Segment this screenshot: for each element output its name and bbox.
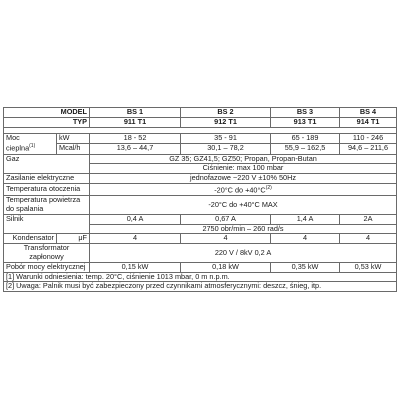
transformer-label: Transformator zapłonowy [4,244,90,263]
capacitor-bs4: 4 [340,234,397,244]
unit-kw: kW [57,133,90,144]
note-1: [1] Warunki odniesienia: temp. 20°C, ciśnienie 1013 mbar, 0 m n.p.m. [4,272,397,282]
gas-pressure: Ciśnienie: max 100 mbar [90,164,397,174]
motor-label: Silnik [4,214,90,234]
power-bs4: 0,53 kW [340,262,397,272]
model-bs4: BS 4 [340,108,397,118]
mcal-bs3: 55,9 – 162,5 [271,144,340,155]
mcal-bs2: 30,1 – 78,2 [181,144,271,155]
capacitor-label: Kondensator [4,234,57,244]
type-bs3: 913 T1 [271,117,340,127]
gas-label: Gaz [4,154,90,174]
model-label: MODEL [4,108,90,118]
type-label: TYP [4,117,90,127]
capacitor-row [4,234,397,244]
combustion-air-row [4,196,397,215]
power-bs1: 0,15 kW [90,262,181,272]
type-bs1: 911 T1 [90,117,181,127]
mcal-bs1: 13,6 – 44,7 [90,144,181,155]
kw-bs2: 35 - 91 [181,133,271,144]
spec-table [3,107,397,292]
motor-bs2: 0,67 A [181,214,271,224]
model-bs2: BS 2 [181,108,271,118]
heat-power-kw-row [4,133,397,144]
header-model-row [4,108,397,118]
supply-value: jednofazowe ~220 V ±10% 50Hz [90,174,397,184]
note-2: [2] Uwaga: Palnik musi być zabezpieczony przed czynnikami atmosferycznymi: deszcz, śnieg, itp. [4,282,397,292]
supply-row [4,174,397,184]
kw-bs3: 65 - 189 [271,133,340,144]
kw-bs1: 18 - 52 [90,133,181,144]
gas-row [4,154,397,164]
power-draw-label: Pobór mocy elektrycznej [4,262,90,272]
power-draw-row [4,262,397,272]
transformer-value: 220 V / 8kV 0,2 A [90,244,397,263]
motor-bs1: 0,4 A [90,214,181,224]
header-type-row [4,117,397,127]
type-bs4: 914 T1 [340,117,397,127]
capacitor-bs3: 4 [271,234,340,244]
gas-types: GZ 35; GZ41,5; GZ50; Propan, Propan-Butan [90,154,397,164]
capacitor-bs1: 4 [90,234,181,244]
combustion-air-value: -20°C do +40°C MAX [90,196,397,215]
motor-bs4: 2A [340,214,397,224]
kw-bs4: 110 - 246 [340,133,397,144]
type-bs2: 912 T1 [181,117,271,127]
model-bs1: BS 1 [90,108,181,118]
note-2-row [4,282,397,292]
heat-power-mcal-row [4,144,397,155]
model-bs3: BS 3 [271,108,340,118]
motor-speed: 2750 obr/min – 260 rad/s [90,224,397,234]
mcal-bs4: 94,6 – 211,6 [340,144,397,155]
capacitor-unit: μF [57,234,90,244]
ambient-label: Temperatura otoczenia [4,184,90,196]
ambient-value: -20°C do $+40^\circ C^{(2)}$ [90,184,397,196]
motor-current-row [4,214,397,224]
power-bs3: 0,35 kW [271,262,340,272]
motor-bs3: 1,4 A [271,214,340,224]
ambient-row [4,184,397,196]
power-bs2: 0,18 kW [181,262,271,272]
note-1-row [4,272,397,282]
combustion-air-label: Temperatura powietrza do spalania [4,196,90,215]
unit-mcal: Mcal/h [57,144,90,155]
transformer-row [4,244,397,263]
supply-label: Zasilanie elektryczne [4,174,90,184]
heat-power-label: Moc cieplna$^{(1)}$ [4,133,57,154]
capacitor-bs2: 4 [181,234,271,244]
